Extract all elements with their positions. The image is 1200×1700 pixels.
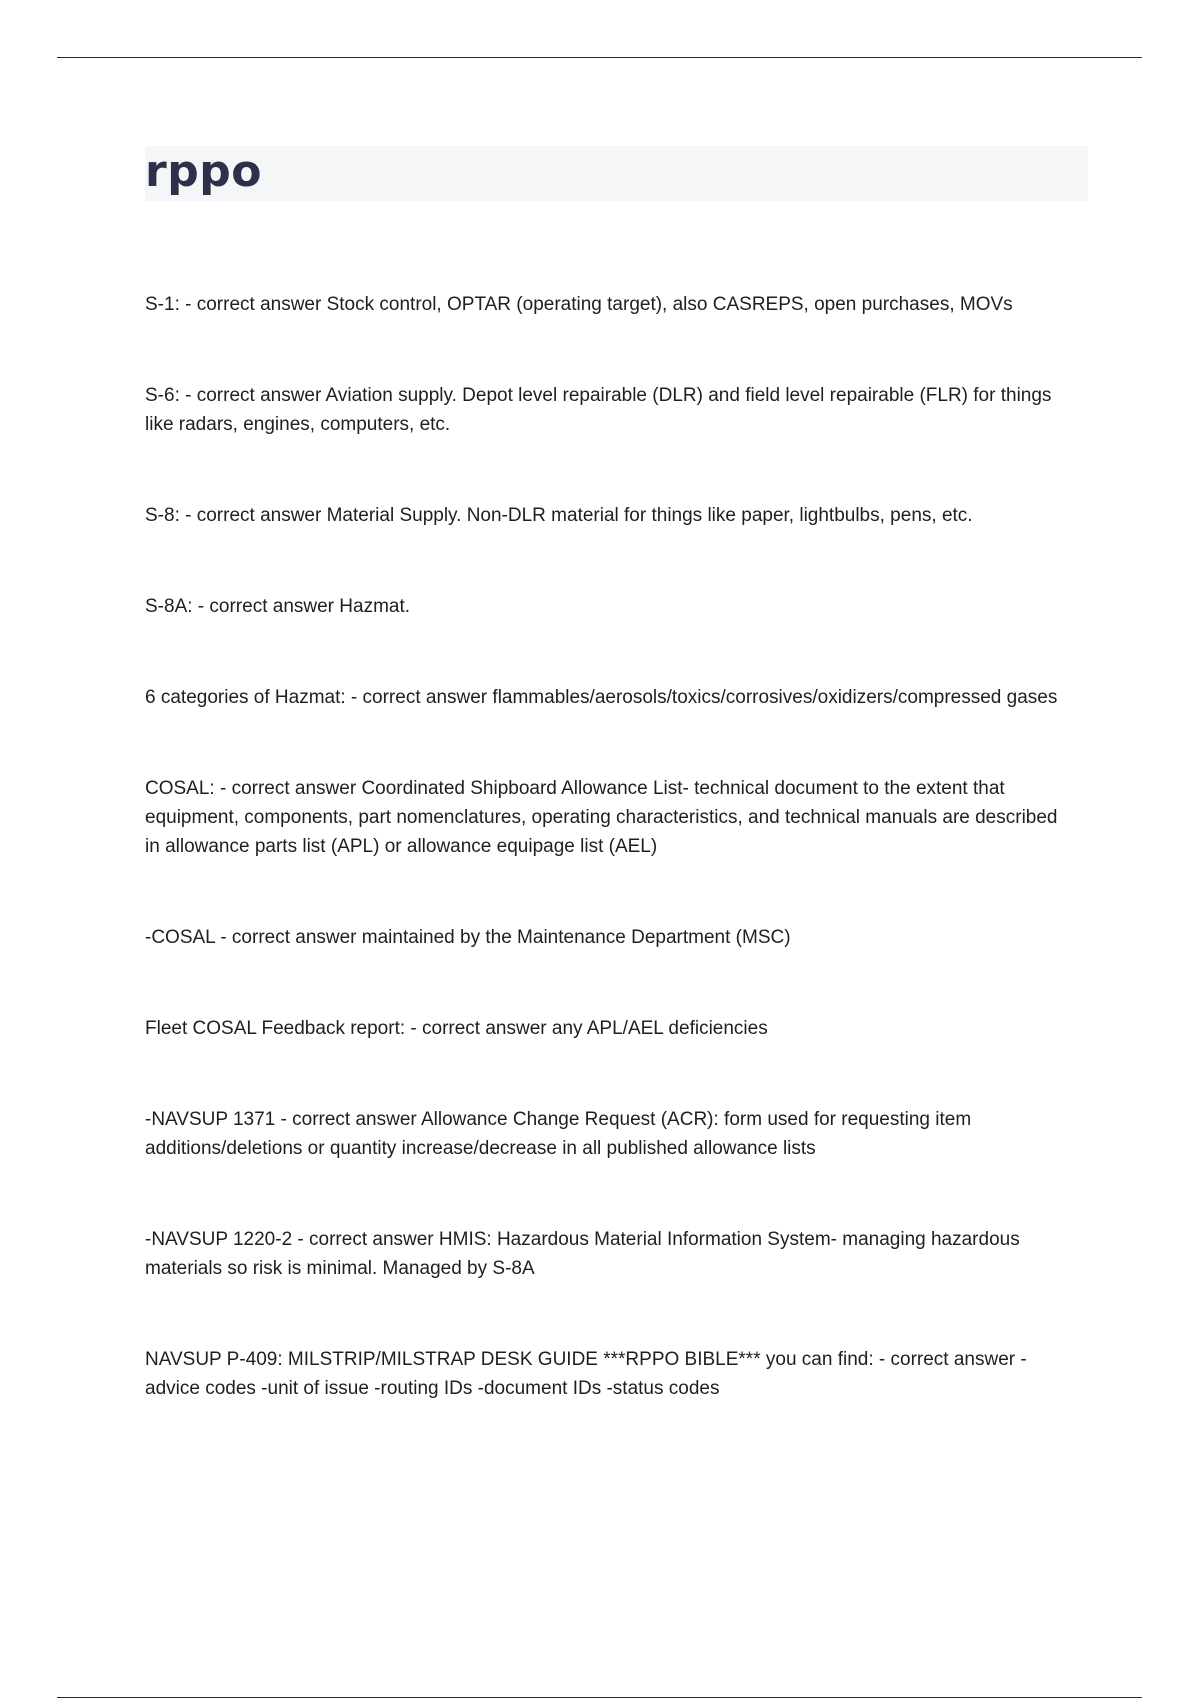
flashcard-entry: S-8A: - correct answer Hazmat.	[145, 596, 411, 617]
flashcard-entry: Fleet COSAL Feedback report: - correct answer any APL/AEL deficiencies	[145, 1018, 768, 1039]
flashcard-entry: 6 categories of Hazmat: - correct answer flammables/aerosols/toxics/corrosives/oxidizers/compressed gases	[145, 687, 1058, 708]
bottom-rule	[57, 1697, 1142, 1698]
flashcard-entry: NAVSUP P-409: MILSTRIP/MILSTRAP DESK GUIDE ***RPPO BIBLE*** you can find: - correct answer -advice codes -unit of issue -routing IDs -document IDs -status codes	[145, 1349, 1027, 1399]
flashcard-entry: COSAL: - correct answer Coordinated Shipboard Allowance List- technical document to the extent that equipment, components, part nomenclatures, operating characteristics, and technical manuals are described in allowance parts list (APL) or allowance equipage list (AEL)	[145, 778, 1058, 857]
top-rule	[57, 57, 1142, 58]
flashcard-entry: -COSAL - correct answer maintained by the Maintenance Department (MSC)	[145, 927, 791, 948]
title-band	[145, 146, 1088, 201]
flashcard-entry: -NAVSUP 1220-2 - correct answer HMIS: Hazardous Material Information System- managing hazardous materials so risk is minimal. Managed by S-8A	[145, 1229, 1020, 1279]
document-title: rppo	[145, 146, 262, 197]
flashcard-entry: S-1: - correct answer Stock control, OPTAR (operating target), also CASREPS, open purchases, MOVs	[145, 294, 1013, 315]
flashcard-entry: S-8: - correct answer Material Supply. Non-DLR material for things like paper, lightbulbs, pens, etc.	[145, 505, 973, 526]
flashcard-list	[145, 290, 1075, 1465]
flashcard-entry: S-6: - correct answer Aviation supply. Depot level repairable (DLR) and field level repairable (FLR) for things like radars, engines, computers, etc.	[145, 385, 1052, 435]
flashcard-entry: -NAVSUP 1371 - correct answer Allowance Change Request (ACR): form used for requesting item additions/deletions or quantity increase/decrease in all published allowance lists	[145, 1109, 972, 1159]
